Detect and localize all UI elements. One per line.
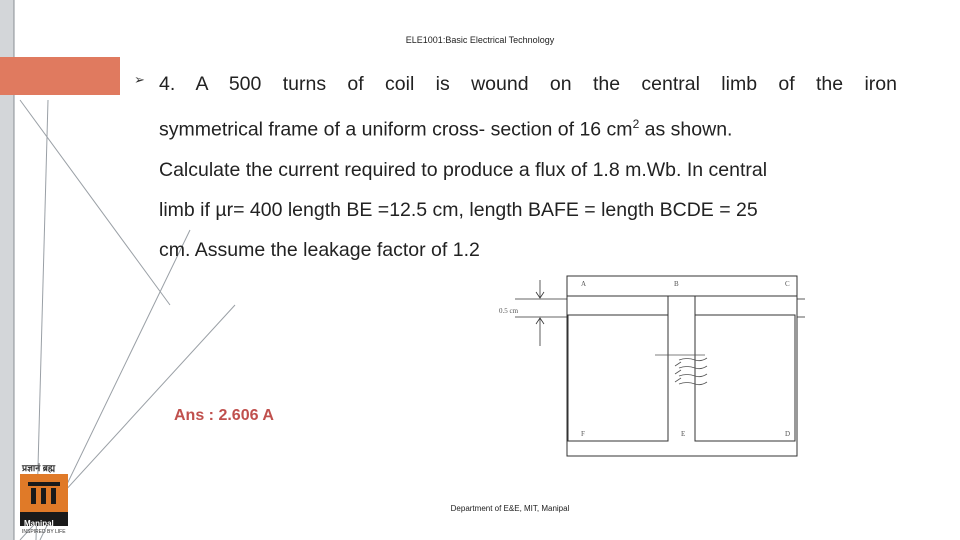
frame-right-window xyxy=(695,315,795,441)
course-title: ELE1001:Basic Electrical Technology xyxy=(405,35,555,45)
question-text xyxy=(159,64,897,270)
label-f: F xyxy=(581,430,585,438)
label-a: A xyxy=(581,280,587,288)
dimension-right xyxy=(797,280,805,346)
question-line-5: cm. Assume the leakage factor of 1.2 xyxy=(159,238,480,261)
label-d: D xyxy=(785,430,791,438)
footer-department: Department of E&E, MIT, Manipal xyxy=(450,504,570,513)
question-line-2-end: as shown. xyxy=(639,118,733,141)
logo-hindi-text: प्रज्ञानं ब्रह्म xyxy=(22,463,56,473)
question-line-3: Calculate the current required to produce a flux of 1.8 m.Wb. In central xyxy=(159,158,768,181)
iron-frame-diagram xyxy=(495,270,805,460)
label-width-note: 0.5 cm xyxy=(499,307,519,315)
superscript-2: 2 xyxy=(632,117,640,131)
answer-text: Ans : 2.606 A xyxy=(174,407,274,424)
logo-name: Manipal xyxy=(24,519,54,528)
orange-accent-tab xyxy=(0,57,120,95)
frame-left-window xyxy=(568,315,668,441)
question-line-4: limb if µr= 400 length BE =12.5 cm, length BAFE = length BCDE = 25 xyxy=(159,198,758,221)
label-e: E xyxy=(681,430,686,438)
question-line-2-text: symmetrical frame of a uniform cross- section of 16 cm xyxy=(159,118,633,141)
logo-tagline: INSPIRED BY LIFE xyxy=(22,529,66,535)
diamond-arrow-icon: ➢ xyxy=(134,72,145,87)
label-b: B xyxy=(674,280,679,288)
label-c: C xyxy=(785,280,790,288)
question-line-2 xyxy=(159,104,897,150)
dimension-left xyxy=(515,280,567,346)
question-line-1: 4. A 500 turns of coil is wound on the central limb of the iron xyxy=(159,73,897,95)
